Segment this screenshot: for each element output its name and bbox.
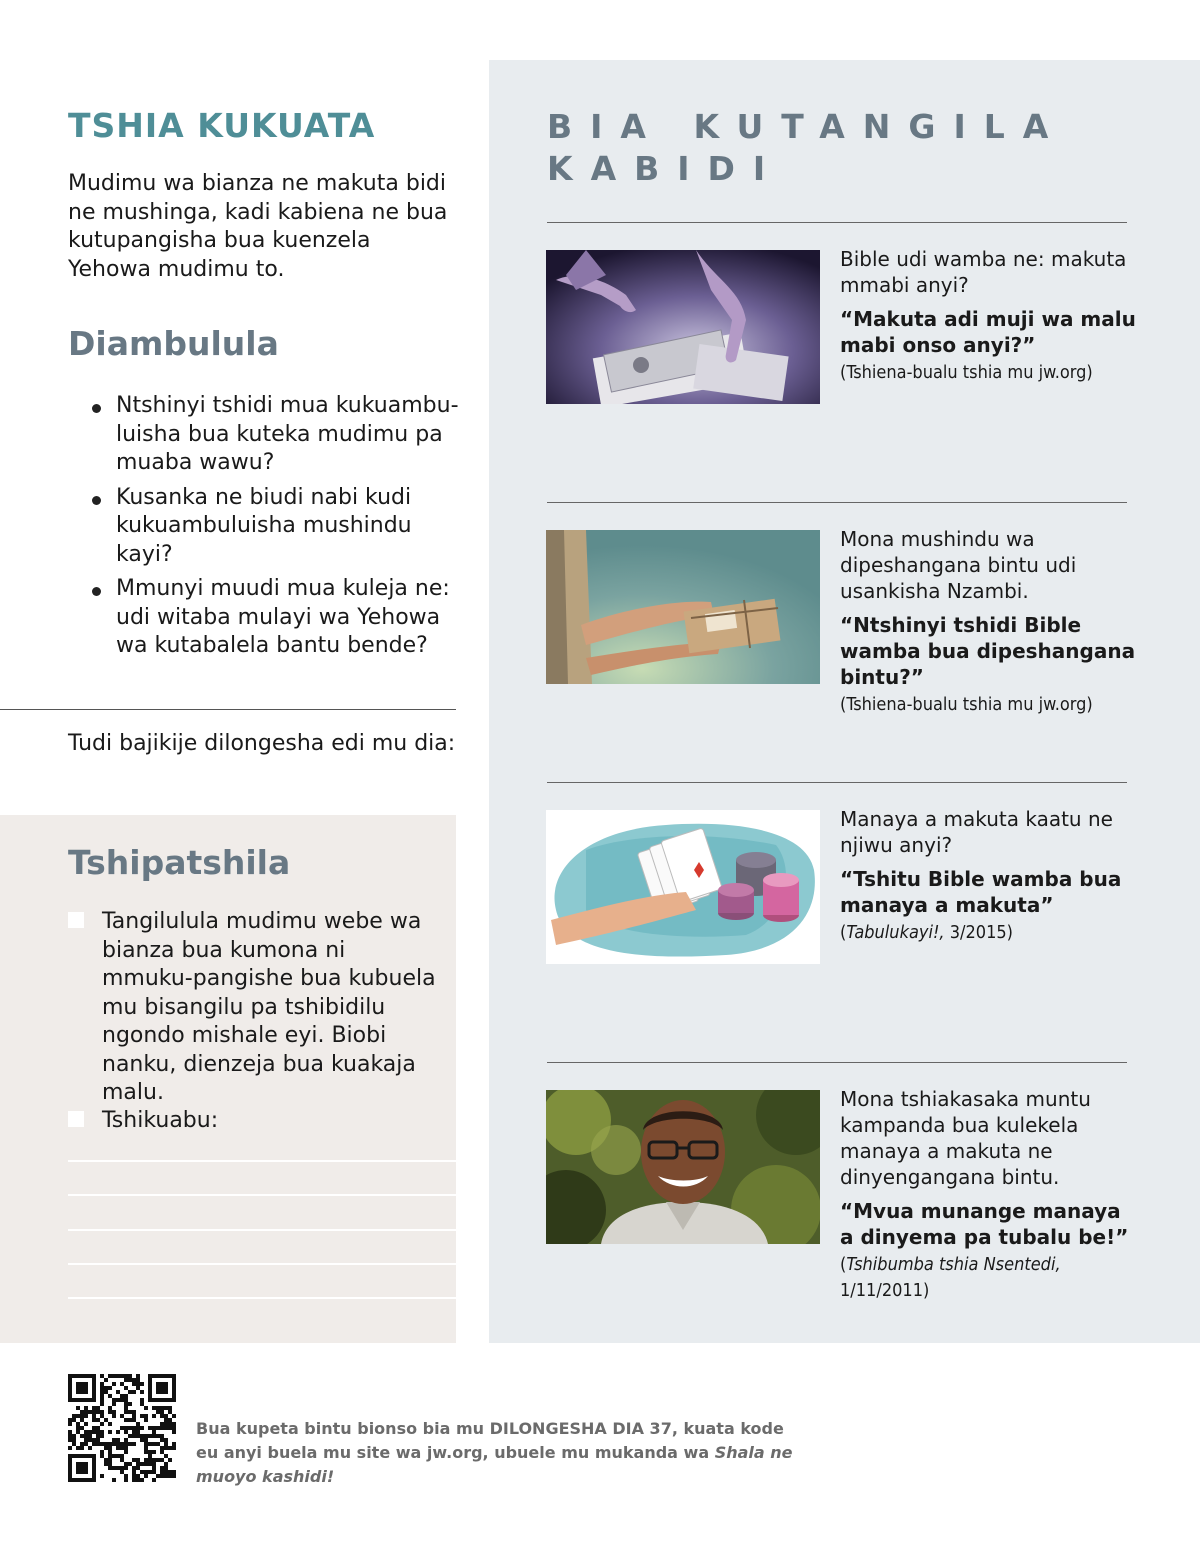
goal-item-text: Tangilulula mudimu webe wa bianza bua kumona ni mmuku-pangishe bua kubuela mu bisangilu pa tshibidilu ngondo mishale eyi. Biobi nanku, dienzeja bua kuakaja malu. (102, 909, 436, 1105)
review-question-text: Ntshinyi tshidi mua kukuambu-luisha bua kuteka mudimu pa muaba wawu? (116, 393, 459, 475)
hands-over-money-photo[interactable] (546, 250, 820, 404)
explore-heading: BIA KUTANGILA KABIDI (547, 107, 1067, 188)
resource-item (840, 1086, 1140, 1304)
review-questions-list (92, 392, 462, 667)
publication-name: Shala ne muoyo kashidi! (196, 1443, 793, 1486)
resource-source: (Tshibumba tshia Nsentedi, 1/11/2011) (840, 1254, 1061, 1301)
smiling-man-portrait-photo[interactable] (546, 1090, 820, 1244)
review-question (92, 392, 462, 478)
footer-note: Bua kupeta bintu bionso bia mu DILONGESHA DIA 37, kuata kode eu anyi buela mu site wa jw.org, ubuele mu mukanda wa Shala ne muoyo kashidi! (196, 1419, 793, 1486)
resource-title-link[interactable]: “Ntshinyi tshidi Bible wamba bua dipeshangana bintu?” (840, 613, 1136, 689)
writing-line[interactable] (68, 1160, 456, 1162)
resource-item (840, 806, 1140, 946)
goal-heading: Tshipatshila (68, 843, 291, 882)
resource-source: (Tshiena-bualu tshia mu jw.org) (840, 694, 1093, 715)
resource-description: Mona mushindu wa dipeshangana bintu udi usankisha Nzambi. (840, 527, 1077, 603)
bullet-icon (92, 496, 101, 505)
resource-source: (Tabulukayi!, 3/2015) (840, 922, 1014, 943)
resource-source: (Tshiena-bualu tshia mu jw.org) (840, 362, 1093, 383)
playing-cards-chips-photo[interactable] (546, 810, 820, 964)
writing-line[interactable] (68, 1229, 456, 1231)
resource-title-link[interactable]: “Makuta adi muji wa malu mabi onso anyi?” (840, 307, 1136, 357)
summary-text: Mudimu wa bianza ne makuta bidi ne mushinga, kadi kabiena ne bua kutupangisha bua kuenzela Yehowa mudimu to. (68, 171, 448, 282)
item-divider (547, 1062, 1127, 1063)
resource-description: Manaya a makuta kaatu ne njiwu anyi? (840, 807, 1113, 857)
resource-description: Bible udi wamba ne: makuta mmabi anyi? (840, 247, 1127, 297)
goal-item (68, 1107, 438, 1137)
writing-line[interactable] (68, 1263, 456, 1265)
qr-code-icon[interactable] (68, 1374, 176, 1482)
writing-line[interactable] (68, 1297, 456, 1299)
review-heading: Diambulula (68, 324, 279, 363)
summary-heading: TSHIA KUKUATA (68, 106, 376, 145)
goal-checkbox[interactable] (68, 912, 84, 928)
goal-item (68, 908, 438, 1105)
goal-other-checkbox[interactable] (68, 1111, 84, 1127)
resource-title-link[interactable]: “Tshitu Bible wamba bua manaya a makuta” (840, 867, 1122, 917)
review-question (92, 484, 462, 570)
hands-giving-gift-photo[interactable] (546, 530, 820, 684)
publication-name: Tabulukayi!, (846, 922, 945, 943)
resource-title-link[interactable]: “Mvua munange manaya a dinyema pa tubalu be!” (840, 1199, 1129, 1249)
review-question-text: Kusanka ne biudi nabi kudi kukuambuluisha mushindu kayi? (116, 484, 412, 567)
item-divider (547, 502, 1127, 503)
resource-description: Mona tshiakasaka muntu kampanda bua kulekela manaya a makuta ne dinyengangana bintu. (840, 1087, 1091, 1189)
review-question (92, 575, 462, 661)
completion-date-label: Tudi bajikije dilongesha edi mu dia: (68, 731, 456, 756)
writing-line[interactable] (68, 1194, 456, 1196)
section-divider (0, 709, 456, 710)
review-question-text: Mmunyi muudi mua kuleja ne: udi witaba mulayi wa Yehowa wa kutabalela bantu bende? (116, 576, 450, 658)
item-divider (547, 222, 1127, 223)
resource-item (840, 526, 1140, 718)
publication-name: Tshibumba tshia Nsentedi, (846, 1254, 1061, 1275)
resource-item (840, 246, 1140, 386)
item-divider (547, 782, 1127, 783)
goal-other-label: Tshikuabu: (102, 1108, 219, 1133)
bullet-icon (92, 587, 101, 596)
bullet-icon (92, 404, 101, 413)
